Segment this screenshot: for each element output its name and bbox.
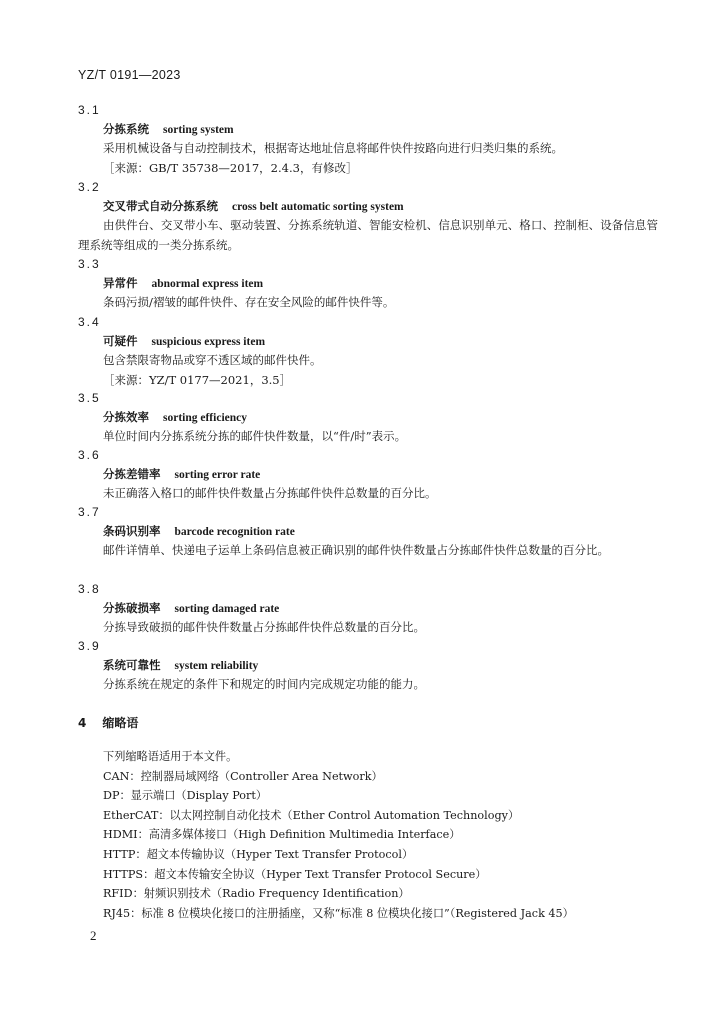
term-entry: [78, 178, 658, 255]
term-entry: [78, 637, 658, 695]
term-zh: 可疑件: [103, 334, 138, 348]
term-definition: 分拣导致破损的邮件快件数量占分拣邮件快件总数量的百分比。: [103, 620, 425, 634]
term-number: 3.4: [78, 315, 101, 329]
term-title: [103, 274, 658, 293]
term-en: barcode recognition rate: [174, 526, 295, 538]
abbreviation-intro: 下列缩略语适用于本文件。: [103, 750, 238, 763]
term-source: ［来源：YZ/T 0177—2021，3.5］: [103, 372, 292, 387]
term-source: ［来源：GB/T 35738—2017，2.4.3，有修改］: [103, 160, 358, 175]
term-definition: 分拣系统在规定的条件下和规定的时间内完成规定功能的能力。: [103, 677, 425, 691]
page-number: 2: [90, 928, 97, 943]
term-title: [103, 599, 658, 618]
abbreviation-list: [103, 747, 683, 923]
term-title: [103, 408, 658, 427]
term-en: sorting error rate: [174, 469, 261, 481]
term-definition: 邮件详情单、快递电子运单上条码信息被正确识别的邮件快件数量占分拣邮件快件总数量的百分比。: [103, 543, 609, 557]
term-definition: 条码污损/褶皱的邮件快件、存在安全风险的邮件快件等。: [103, 295, 395, 309]
term-en: system reliability: [174, 660, 259, 672]
term-en: suspicious express item: [151, 336, 266, 348]
abbreviation-item: HTTP：超文本传输协议（Hyper Text Transfer Protocol）: [103, 847, 414, 861]
term-zh: 分拣系统: [103, 122, 149, 136]
term-number: 3.5: [78, 391, 101, 405]
abbreviation-item: DP：显示端口（Display Port）: [103, 789, 268, 803]
abbreviation-item: HTTPS：超文本传输安全协议（Hyper Text Transfer Protocol Secure）: [103, 867, 487, 881]
term-entry: [78, 503, 658, 561]
section-number: 4: [78, 716, 87, 730]
term-number: 3.7: [78, 505, 101, 519]
term-definition: 单位时间内分拣系统分拣的邮件快件数量，以“件/时”表示。: [103, 429, 407, 443]
term-zh: 分拣差错率: [103, 467, 161, 481]
term-title: [103, 522, 658, 541]
term-number: 3.1: [78, 103, 101, 117]
term-title: [103, 656, 658, 675]
term-number: 3.6: [78, 448, 101, 462]
running-header: YZ/T 0191—2023: [78, 68, 181, 82]
term-zh: 异常件: [103, 276, 138, 290]
term-number: 3.3: [78, 257, 101, 271]
term-en: sorting efficiency: [163, 412, 247, 424]
term-definition: 包含禁限寄物品或穿不透区域的邮件快件。: [103, 353, 322, 367]
term-entry: [78, 580, 658, 638]
term-definition: 采用机械设备与自动控制技术，根据寄达地址信息将邮件快件按路向进行归类归集的系统。: [103, 141, 563, 155]
abbreviation-item: RJ45：标准 8 位模块化接口的注册插座，又称“标准 8 位模块化接口”（Registered Jack 45）: [103, 906, 574, 920]
term-number: 3.2: [78, 180, 101, 194]
term-zh: 分拣破损率: [103, 601, 161, 615]
term-entry: [78, 101, 658, 178]
term-title: [103, 332, 658, 351]
section-heading: [78, 714, 138, 731]
abbreviation-item: EtherCAT：以太网控制自动化技术（Ether Control Automation Technology）: [103, 808, 520, 822]
term-title: [103, 120, 658, 139]
term-number: 3.9: [78, 639, 101, 653]
term-zh: 交叉带式自动分拣系统: [103, 199, 218, 213]
abbreviation-item: CAN：控制器局域网络（Controller Area Network）: [103, 769, 383, 783]
term-title: [103, 197, 658, 216]
term-en: abnormal express item: [151, 278, 264, 290]
term-entry: [78, 389, 658, 447]
term-entry: [78, 255, 658, 313]
term-zh: 条码识别率: [103, 524, 161, 538]
term-title: [103, 465, 658, 484]
term-en: cross belt automatic sorting system: [232, 201, 404, 213]
abbreviation-item: HDMI：高清多媒体接口（High Definition Multimedia Interface）: [103, 828, 461, 842]
abbreviation-item: RFID：射频识别技术（Radio Frequency Identification）: [103, 887, 410, 901]
term-entry: [78, 313, 658, 390]
term-en: sorting system: [163, 124, 234, 136]
term-en: sorting damaged rate: [174, 603, 280, 615]
term-definition: 未正确落入格口的邮件快件数量占分拣邮件快件总数量的百分比。: [103, 486, 437, 500]
term-entry: [78, 446, 658, 504]
term-definition: 由供件台、交叉带小车、驱动装置、分拣系统轨道、智能安检机、信息识别单元、格口、控制柜、设备信息管理系统等组成的一类分拣系统。: [78, 218, 658, 252]
section-title: 缩略语: [102, 716, 139, 730]
term-zh: 分拣效率: [103, 410, 149, 424]
term-zh: 系统可靠性: [103, 658, 161, 672]
term-number: 3.8: [78, 582, 101, 596]
